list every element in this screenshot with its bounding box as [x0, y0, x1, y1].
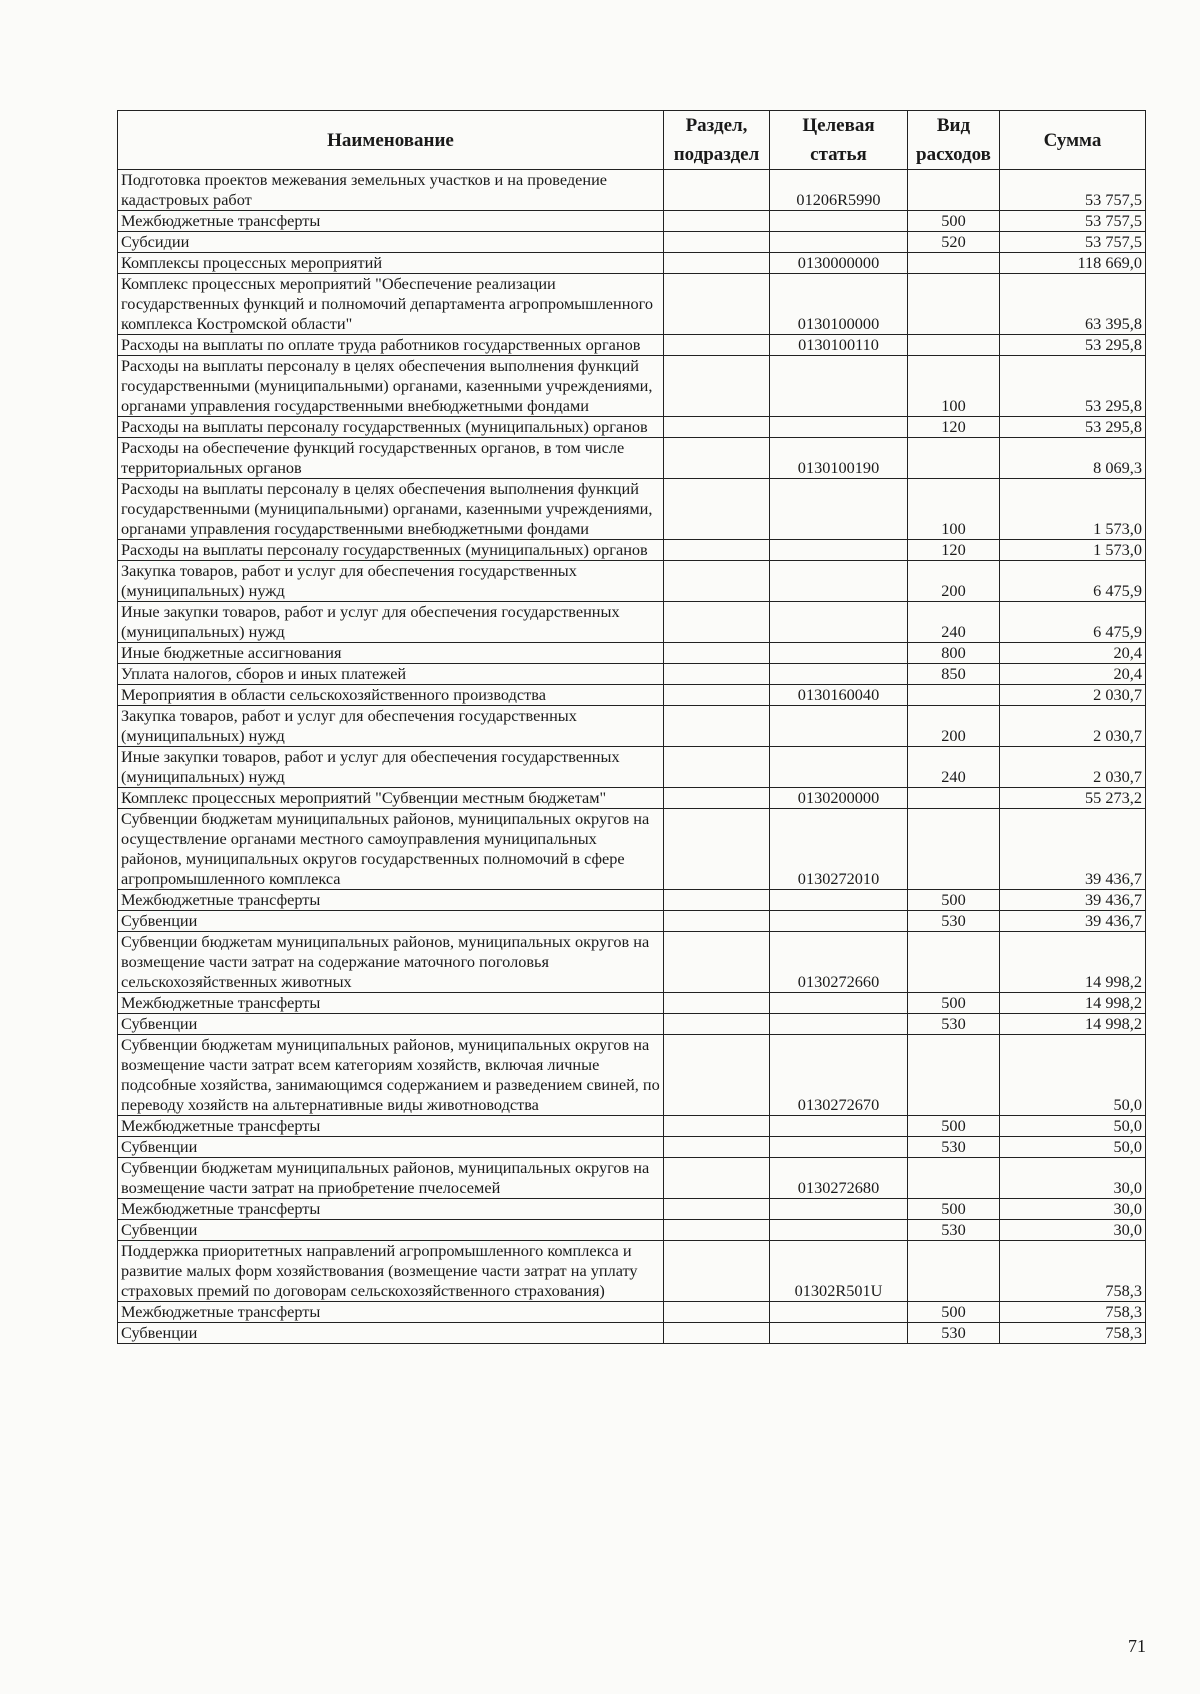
cell-expense-kind: 200	[908, 706, 1000, 747]
cell-section	[664, 561, 770, 602]
cell-name: Субвенции	[118, 1220, 664, 1241]
table-row	[118, 1241, 1146, 1302]
table-row	[118, 540, 1146, 561]
cell-section	[664, 211, 770, 232]
cell-expense-kind	[908, 170, 1000, 211]
table-row	[118, 932, 1146, 993]
cell-expense-kind	[908, 438, 1000, 479]
cell-sum: 6 475,9	[1000, 602, 1146, 643]
table-row	[118, 1158, 1146, 1199]
cell-name: Иные закупки товаров, работ и услуг для обеспечения государственных (муниципальных) нужд	[118, 602, 664, 643]
cell-target-code	[770, 643, 908, 664]
cell-section	[664, 747, 770, 788]
cell-sum: 118 669,0	[1000, 253, 1146, 274]
cell-name: Межбюджетные трансферты	[118, 993, 664, 1014]
table-row	[118, 602, 1146, 643]
table-row	[118, 1014, 1146, 1035]
cell-target-code	[770, 602, 908, 643]
cell-section	[664, 1302, 770, 1323]
cell-target-code	[770, 993, 908, 1014]
cell-expense-kind	[908, 788, 1000, 809]
table-row	[118, 911, 1146, 932]
cell-expense-kind: 240	[908, 747, 1000, 788]
cell-name: Поддержка приоритетных направлений агропромышленного комплекса и развитие малых форм хозяйствования (возмещение части затрат на уплату страховых премий по договорам сельскохозяйственного страхования)	[118, 1241, 664, 1302]
cell-expense-kind: 530	[908, 1137, 1000, 1158]
cell-target-code	[770, 1302, 908, 1323]
cell-sum: 2 030,7	[1000, 685, 1146, 706]
table-row	[118, 356, 1146, 417]
cell-sum: 20,4	[1000, 643, 1146, 664]
cell-section	[664, 479, 770, 540]
table-row	[118, 747, 1146, 788]
cell-expense-kind	[908, 809, 1000, 890]
cell-sum: 50,0	[1000, 1116, 1146, 1137]
table-row	[118, 643, 1146, 664]
cell-section	[664, 438, 770, 479]
cell-expense-kind: 850	[908, 664, 1000, 685]
cell-target-code: 0130100000	[770, 274, 908, 335]
cell-target-code	[770, 911, 908, 932]
table-row	[118, 438, 1146, 479]
table-row	[118, 788, 1146, 809]
table-row	[118, 1137, 1146, 1158]
cell-section	[664, 1199, 770, 1220]
cell-sum: 14 998,2	[1000, 993, 1146, 1014]
cell-target-code	[770, 747, 908, 788]
cell-target-code	[770, 1014, 908, 1035]
cell-section	[664, 232, 770, 253]
cell-sum: 53 757,5	[1000, 211, 1146, 232]
cell-name: Мероприятия в области сельскохозяйственного производства	[118, 685, 664, 706]
cell-target-code	[770, 232, 908, 253]
cell-name: Субвенции бюджетам муниципальных районов, муниципальных округов на возмещение части затрат на содержание маточного поголовья сельскохозяйственных животных	[118, 932, 664, 993]
table-row	[118, 685, 1146, 706]
cell-section	[664, 1014, 770, 1035]
header-section: Раздел, подраздел	[664, 111, 770, 170]
cell-expense-kind: 800	[908, 643, 1000, 664]
cell-sum: 53 295,8	[1000, 356, 1146, 417]
table-row	[118, 993, 1146, 1014]
cell-expense-kind: 500	[908, 890, 1000, 911]
cell-expense-kind: 120	[908, 417, 1000, 438]
table-row	[118, 1116, 1146, 1137]
cell-target-code	[770, 356, 908, 417]
cell-sum: 30,0	[1000, 1220, 1146, 1241]
cell-sum: 758,3	[1000, 1241, 1146, 1302]
cell-target-code: 0130272680	[770, 1158, 908, 1199]
cell-sum: 20,4	[1000, 664, 1146, 685]
table-row	[118, 170, 1146, 211]
header-kind: Вид расходов	[908, 111, 1000, 170]
cell-target-code: 0130272660	[770, 932, 908, 993]
cell-name: Субвенции бюджетам муниципальных районов, муниципальных округов на осуществление органами местного самоуправления муниципальных районов, муниципальных округов государственных полномочий в сфере агропромышленного комплекса	[118, 809, 664, 890]
cell-target-code	[770, 664, 908, 685]
table-header-row	[118, 111, 1146, 170]
cell-name: Субсидии	[118, 232, 664, 253]
cell-sum: 50,0	[1000, 1035, 1146, 1116]
cell-expense-kind: 500	[908, 1302, 1000, 1323]
cell-name: Субвенции	[118, 1323, 664, 1344]
cell-name: Субвенции	[118, 1014, 664, 1035]
cell-section	[664, 335, 770, 356]
cell-name: Закупка товаров, работ и услуг для обеспечения государственных (муниципальных) нужд	[118, 561, 664, 602]
cell-section	[664, 911, 770, 932]
cell-target-code	[770, 540, 908, 561]
cell-section	[664, 540, 770, 561]
cell-name: Комплекс процессных мероприятий "Обеспечение реализации государственных функций и полномочий департамента агропромышленного комплекса Костромской области"	[118, 274, 664, 335]
cell-expense-kind: 200	[908, 561, 1000, 602]
cell-expense-kind	[908, 685, 1000, 706]
cell-name: Субвенции бюджетам муниципальных районов, муниципальных округов на возмещение части затрат на приобретение пчелосемей	[118, 1158, 664, 1199]
cell-sum: 758,3	[1000, 1302, 1146, 1323]
cell-name: Расходы на выплаты персоналу государственных (муниципальных) органов	[118, 417, 664, 438]
table-row	[118, 1035, 1146, 1116]
cell-section	[664, 890, 770, 911]
cell-sum: 758,3	[1000, 1323, 1146, 1344]
cell-target-code: 01206R5990	[770, 170, 908, 211]
cell-target-code: 0130000000	[770, 253, 908, 274]
cell-sum: 6 475,9	[1000, 561, 1146, 602]
table-row	[118, 417, 1146, 438]
cell-sum: 2 030,7	[1000, 706, 1146, 747]
cell-sum: 14 998,2	[1000, 932, 1146, 993]
cell-name: Расходы на выплаты персоналу в целях обеспечения выполнения функций государственными (муниципальными) органами, казенными учреждениями, органами управления государственными внебюджетными фондами	[118, 356, 664, 417]
cell-expense-kind: 500	[908, 993, 1000, 1014]
cell-sum: 2 030,7	[1000, 747, 1146, 788]
cell-section	[664, 417, 770, 438]
cell-name: Субвенции бюджетам муниципальных районов, муниципальных округов на возмещение части затрат всем категориям хозяйств, включая личные подсобные хозяйства, занимающимся содержанием и разведением свиней, по переводу хозяйств на альтернативные виды животноводства	[118, 1035, 664, 1116]
cell-section	[664, 1158, 770, 1199]
cell-name: Расходы на обеспечение функций государственных органов, в том числе территориальных органов	[118, 438, 664, 479]
cell-target-code: 0130100190	[770, 438, 908, 479]
cell-name: Подготовка проектов межевания земельных участков и на проведение кадастровых работ	[118, 170, 664, 211]
cell-sum: 8 069,3	[1000, 438, 1146, 479]
cell-target-code: 0130160040	[770, 685, 908, 706]
cell-target-code	[770, 706, 908, 747]
cell-expense-kind: 240	[908, 602, 1000, 643]
cell-sum: 30,0	[1000, 1199, 1146, 1220]
cell-sum: 39 436,7	[1000, 890, 1146, 911]
page-number: 71	[1128, 1636, 1146, 1656]
cell-name: Иные бюджетные ассигнования	[118, 643, 664, 664]
cell-sum: 53 295,8	[1000, 417, 1146, 438]
cell-name: Расходы на выплаты по оплате труда работников государственных органов	[118, 335, 664, 356]
cell-sum: 53 295,8	[1000, 335, 1146, 356]
cell-target-code	[770, 561, 908, 602]
header-sum: Сумма	[1000, 111, 1146, 170]
table-row	[118, 809, 1146, 890]
cell-sum: 30,0	[1000, 1158, 1146, 1199]
cell-target-code	[770, 1199, 908, 1220]
table-row	[118, 479, 1146, 540]
cell-name: Расходы на выплаты персоналу в целях обеспечения выполнения функций государственными (муниципальными) органами, казенными учреждениями, органами управления государственными внебюджетными фондами	[118, 479, 664, 540]
cell-name: Закупка товаров, работ и услуг для обеспечения государственных (муниципальных) нужд	[118, 706, 664, 747]
cell-expense-kind	[908, 253, 1000, 274]
cell-expense-kind	[908, 1158, 1000, 1199]
cell-section	[664, 1241, 770, 1302]
cell-name: Межбюджетные трансферты	[118, 1116, 664, 1137]
cell-sum: 50,0	[1000, 1137, 1146, 1158]
table-row	[118, 664, 1146, 685]
cell-sum: 55 273,2	[1000, 788, 1146, 809]
cell-expense-kind: 500	[908, 211, 1000, 232]
cell-target-code	[770, 417, 908, 438]
cell-target-code	[770, 890, 908, 911]
cell-name: Расходы на выплаты персоналу государственных (муниципальных) органов	[118, 540, 664, 561]
cell-section	[664, 1137, 770, 1158]
cell-expense-kind	[908, 932, 1000, 993]
cell-name: Межбюджетные трансферты	[118, 890, 664, 911]
cell-sum: 1 573,0	[1000, 479, 1146, 540]
cell-sum: 1 573,0	[1000, 540, 1146, 561]
cell-expense-kind: 500	[908, 1199, 1000, 1220]
cell-target-code: 01302R501U	[770, 1241, 908, 1302]
cell-expense-kind	[908, 274, 1000, 335]
cell-sum: 53 757,5	[1000, 232, 1146, 253]
cell-name: Субвенции	[118, 911, 664, 932]
cell-target-code	[770, 1116, 908, 1137]
cell-target-code: 0130200000	[770, 788, 908, 809]
table-row	[118, 253, 1146, 274]
cell-section	[664, 1035, 770, 1116]
cell-expense-kind: 520	[908, 232, 1000, 253]
cell-expense-kind: 530	[908, 1014, 1000, 1035]
cell-section	[664, 1220, 770, 1241]
cell-section	[664, 170, 770, 211]
cell-target-code	[770, 1220, 908, 1241]
header-target: Целевая статья	[770, 111, 908, 170]
cell-sum: 14 998,2	[1000, 1014, 1146, 1035]
budget-table	[117, 110, 1146, 1344]
cell-name: Межбюджетные трансферты	[118, 1302, 664, 1323]
cell-expense-kind: 100	[908, 356, 1000, 417]
cell-section	[664, 809, 770, 890]
table-row	[118, 706, 1146, 747]
cell-section	[664, 1323, 770, 1344]
cell-target-code	[770, 1323, 908, 1344]
table-row	[118, 1199, 1146, 1220]
cell-expense-kind	[908, 1035, 1000, 1116]
cell-sum: 39 436,7	[1000, 809, 1146, 890]
table-row	[118, 232, 1146, 253]
table-row	[118, 890, 1146, 911]
cell-expense-kind: 100	[908, 479, 1000, 540]
budget-table-container	[117, 110, 1145, 1344]
cell-target-code	[770, 479, 908, 540]
cell-name: Субвенции	[118, 1137, 664, 1158]
cell-name: Иные закупки товаров, работ и услуг для обеспечения государственных (муниципальных) нужд	[118, 747, 664, 788]
cell-name: Комплексы процессных мероприятий	[118, 253, 664, 274]
cell-name: Комплекс процессных мероприятий "Субвенции местным бюджетам"	[118, 788, 664, 809]
table-row	[118, 1323, 1146, 1344]
cell-expense-kind: 500	[908, 1116, 1000, 1137]
cell-section	[664, 602, 770, 643]
cell-section	[664, 356, 770, 417]
cell-name: Межбюджетные трансферты	[118, 211, 664, 232]
cell-section	[664, 1116, 770, 1137]
cell-expense-kind: 530	[908, 1220, 1000, 1241]
table-body	[118, 170, 1146, 1344]
table-row	[118, 211, 1146, 232]
cell-expense-kind: 530	[908, 1323, 1000, 1344]
cell-section	[664, 253, 770, 274]
cell-section	[664, 993, 770, 1014]
table-row	[118, 561, 1146, 602]
cell-target-code: 0130272670	[770, 1035, 908, 1116]
cell-sum: 63 395,8	[1000, 274, 1146, 335]
cell-target-code	[770, 211, 908, 232]
cell-target-code	[770, 1137, 908, 1158]
cell-name: Уплата налогов, сборов и иных платежей	[118, 664, 664, 685]
cell-section	[664, 664, 770, 685]
table-row	[118, 1220, 1146, 1241]
cell-section	[664, 274, 770, 335]
cell-sum: 39 436,7	[1000, 911, 1146, 932]
cell-expense-kind: 120	[908, 540, 1000, 561]
table-row	[118, 274, 1146, 335]
cell-name: Межбюджетные трансферты	[118, 1199, 664, 1220]
table-row	[118, 1302, 1146, 1323]
cell-expense-kind	[908, 1241, 1000, 1302]
cell-section	[664, 706, 770, 747]
table-row	[118, 335, 1146, 356]
cell-section	[664, 932, 770, 993]
cell-sum: 53 757,5	[1000, 170, 1146, 211]
cell-expense-kind	[908, 335, 1000, 356]
cell-section	[664, 788, 770, 809]
cell-section	[664, 643, 770, 664]
cell-target-code: 0130272010	[770, 809, 908, 890]
cell-expense-kind: 530	[908, 911, 1000, 932]
header-name: Наименование	[118, 111, 664, 170]
cell-section	[664, 685, 770, 706]
cell-target-code: 0130100110	[770, 335, 908, 356]
